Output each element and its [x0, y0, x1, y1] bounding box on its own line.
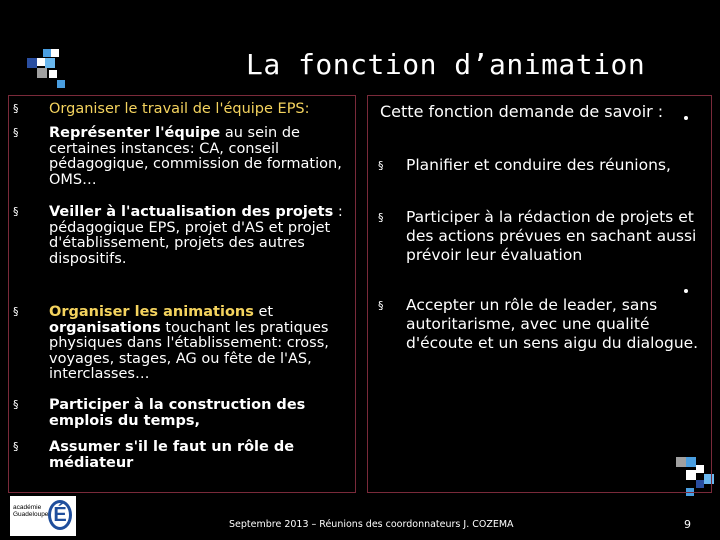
- dot-decoration: [684, 116, 688, 120]
- left-panel: [8, 95, 356, 493]
- page-title: La fonction d’animation: [246, 48, 646, 81]
- logo-text: académie Guadeloupe: [13, 504, 49, 518]
- list-item: Organiser les animations et organisations touchant les pratiques physiques dans l'établissement: cross, voyages, stages, AG ou fête de l'AS, interclasses…: [49, 304, 329, 382]
- list-item: Planifier et conduire des réunions,: [406, 156, 671, 174]
- academie-logo: [10, 496, 76, 536]
- logo-e-icon: É: [48, 500, 72, 530]
- bullet-icon: §: [378, 159, 384, 172]
- bullet-icon: §: [13, 126, 19, 139]
- dot-decoration: [684, 289, 688, 293]
- bullet-icon: §: [13, 102, 19, 115]
- bullet-icon: §: [13, 205, 19, 218]
- list-item: Organiser le travail de l'équipe EPS:: [49, 101, 310, 117]
- right-heading: Cette fonction demande de savoir :: [380, 102, 664, 121]
- list-item: Accepter un rôle de leader, sans autoritarisme, avec une qualité d'écoute et un sens aigu du dialogue.: [406, 296, 699, 352]
- list-item: Participer à la construction des emplois du temps,: [49, 397, 306, 429]
- footer-text: Septembre 2013 – Réunions des coordonnateurs J. COZEMA: [229, 519, 514, 530]
- bullet-icon: §: [13, 305, 19, 318]
- list-item: Veiller à l'actualisation des projets : pédagogique EPS, projet d'AS et projet d'établissement, projets des autres dispositifs.: [49, 204, 343, 267]
- list-item: Assumer s'il le faut un rôle de médiateur: [49, 439, 295, 471]
- right-panel: [367, 95, 712, 493]
- bullet-icon: §: [378, 211, 384, 224]
- page-number: 9: [684, 518, 691, 531]
- bullet-icon: §: [13, 440, 19, 453]
- list-item: Représenter l'équipe au sein de certaines instances: CA, conseil pédagogique, commission de formation, OMS…: [49, 125, 342, 188]
- list-item: Participer à la rédaction de projets et des actions prévues en sachant aussi prévoir leur évaluation: [406, 208, 697, 264]
- bullet-icon: §: [378, 299, 384, 312]
- bullet-icon: §: [13, 398, 19, 411]
